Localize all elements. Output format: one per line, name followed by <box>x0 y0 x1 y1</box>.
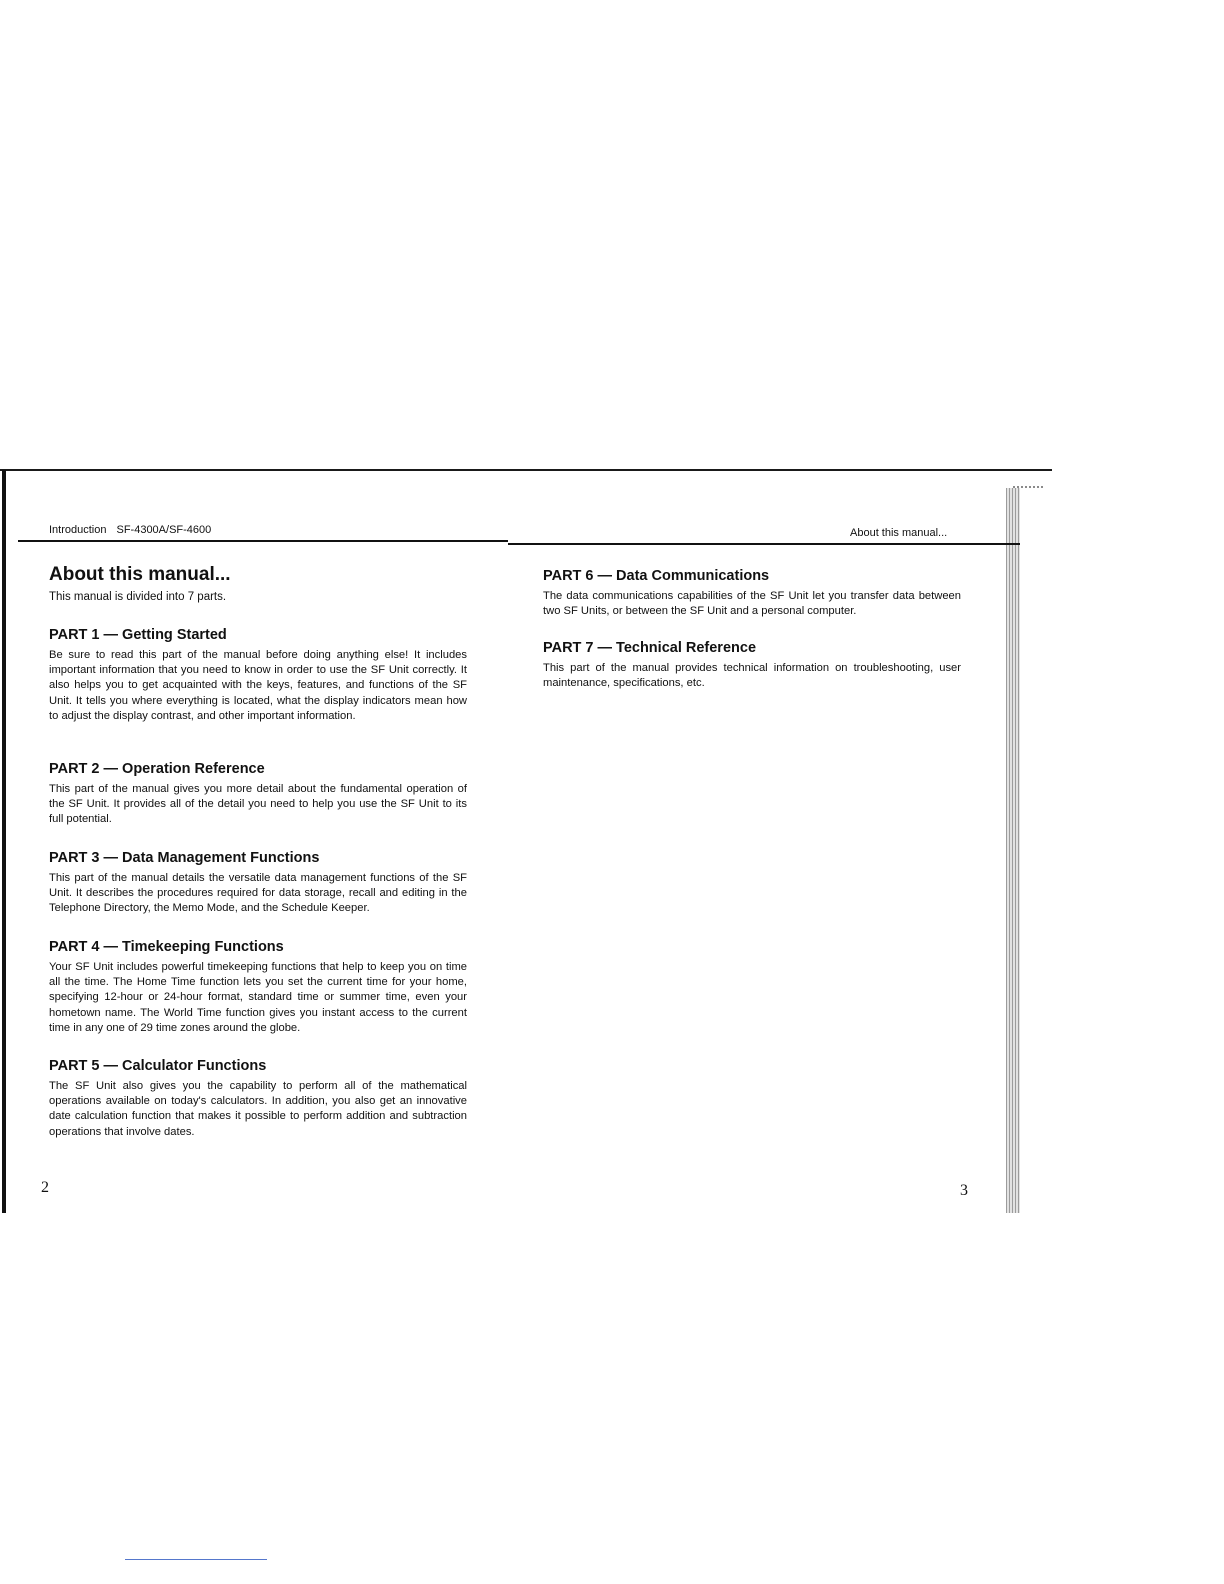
scan-right-edge-binding <box>1006 488 1020 1213</box>
part-2-body: This part of the manual gives you more detail about the fundamental operation of the SF Unit. It provides all of the detail you need to help you use the SF Unit to its full potential. <box>49 783 467 826</box>
part-6-section <box>543 568 961 619</box>
right-page-number: 3 <box>960 1182 968 1199</box>
right-header-rule <box>508 543 1020 545</box>
part-2-section <box>49 761 467 828</box>
part-4-section <box>49 939 467 1036</box>
part-1-body: Be sure to read this part of the manual before doing anything else! It includes important information that you need to know in order to use the SF Unit correctly. It also helps you to get acquainted with the keys, features, and functions of the SF Unit. It tells you where everything is located, what the display indicators mean how to adjust the display contrast, and other important information. <box>49 649 467 722</box>
left-page-number: 2 <box>41 1179 49 1196</box>
part-5-body: The SF Unit also gives you the capability to perform all of the mathematical operations available on today's calculators. In addition, you also get an innovative date calculation function that makes it possible to perform addition and subtraction operations that involve dates. <box>49 1080 467 1138</box>
running-head-section: Introduction <box>49 524 107 536</box>
scan-left-edge <box>2 470 6 1213</box>
scan-right-edge-top-line <box>1013 486 1043 488</box>
part-3-section <box>49 850 467 917</box>
part-3-body: This part of the manual details the versatile data management functions of the SF Unit. It describes the procedures required for data storage, recall and editing in the Telephone Directory, the Memo Mode, and the Schedule Keeper. <box>49 872 467 915</box>
part-1-section <box>49 627 467 724</box>
left-header-rule <box>18 540 508 542</box>
left-running-head <box>49 524 211 536</box>
scan-top-edge-line <box>0 469 1052 471</box>
part-3-heading: PART 3 — Data Management Functions <box>49 850 320 866</box>
part-4-body: Your SF Unit includes powerful timekeeping functions that help to keep you on time all the time. The Home Time function lets you set the current time for your home, specifying 12-hour or 24-hour format, standard time or summer time, even your hometown name. The World Time function gives you instant access to the current time in any one of 29 time zones around the globe. <box>49 961 467 1034</box>
part-2-heading: PART 2 — Operation Reference <box>49 761 265 777</box>
right-running-head: About this manual... <box>850 527 948 539</box>
part-7-section <box>543 640 961 691</box>
part-6-body: The data communications capabilities of the SF Unit let you transfer data between two SF Units, or between the SF Unit and a personal computer. <box>543 590 961 618</box>
part-1-heading: PART 1 — Getting Started <box>49 627 227 643</box>
scan-bottom-line <box>125 1559 267 1560</box>
part-7-heading: PART 7 — Technical Reference <box>543 640 757 656</box>
intro-text: This manual is divided into 7 parts. <box>49 591 227 603</box>
part-4-heading: PART 4 — Timekeeping Functions <box>49 939 284 955</box>
running-head-model: SF-4300A/SF-4600 <box>116 524 212 536</box>
page-title: About this manual... <box>49 564 231 585</box>
part-7-body: This part of the manual provides technical information on troubleshooting, user maintenance, specifications, etc. <box>543 662 961 690</box>
part-6-heading: PART 6 — Data Communications <box>543 568 770 584</box>
part-5-section <box>49 1058 467 1140</box>
part-5-heading: PART 5 — Calculator Functions <box>49 1058 267 1074</box>
